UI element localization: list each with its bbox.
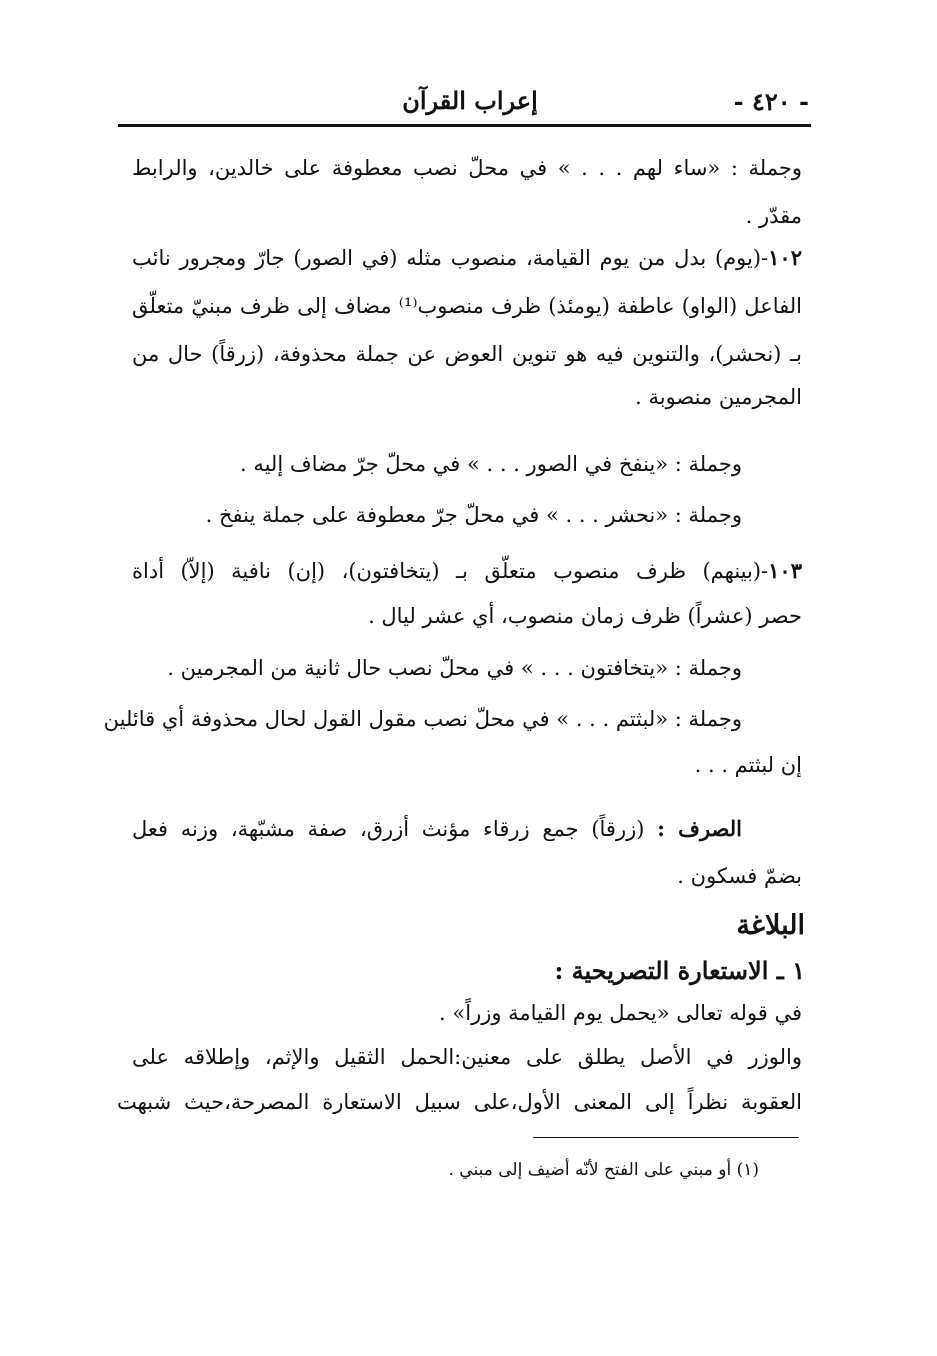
footnote-rule bbox=[533, 1137, 799, 1138]
text-line: وجملة : «لبثتم . . . » في محلّ نصب مقول القول لحال محذوفة أي قائلين bbox=[103, 707, 742, 731]
text-line: بـ (نحشر)، والتنوين فيه هو تنوين العوض عن جملة محذوفة، (زرقاً) حال من bbox=[132, 342, 802, 366]
running-header-title: إعراب القرآن bbox=[402, 86, 538, 115]
text-line: بضمّ فسكون . bbox=[677, 864, 802, 888]
text-line: مقدّر . bbox=[745, 204, 802, 228]
verse-103-line bbox=[132, 556, 802, 586]
verse-number: ١٠٣ bbox=[768, 558, 802, 583]
text-line: العقوبة نظراً إلى المعنى الأول،على سبيل الاستعارة المصرحة،حيث شبهت bbox=[117, 1090, 802, 1114]
section-heading: البلاغة bbox=[736, 910, 805, 941]
text-line: وجملة : «ساء لهم . . . » في محلّ نصب معطوفة على خالدين، والرابط bbox=[132, 156, 802, 180]
footnote: (١) أو مبني على الفتح لأنّه أضيف إلى مبني . bbox=[448, 1160, 759, 1180]
morphology-label: الصرف : bbox=[657, 816, 742, 841]
text-line: الفاعل (الواو) عاطفة (يومئذ) ظرف منصوب⁽¹⁾ مضاف إلى ظرف مبنيّ متعلّق bbox=[132, 294, 802, 318]
header-rule bbox=[118, 124, 811, 127]
text-line: وجملة : «ينفخ في الصور . . . » في محلّ جرّ مضاف إليه . bbox=[239, 452, 742, 476]
verse-number: ١٠٢ bbox=[768, 245, 802, 270]
verse-102-line bbox=[132, 243, 802, 273]
text-line: حصر (عشراً) ظرف زمان منصوب، أي عشر ليال . bbox=[368, 604, 802, 628]
text-span: (زرقاً) جمع زرقاء مؤنث أزرق، صفة مشبّهة، وزنه فعل bbox=[132, 817, 658, 841]
text-line: والوزر في الأصل يطلق على معنين:الحمل الثقيل والإثم، وإطلاقه على bbox=[132, 1045, 802, 1069]
text-line: وجملة : «يتخافتون . . . » في محلّ نصب حال ثانية من المجرمين . bbox=[167, 656, 742, 680]
text-line: إن لبثتم . . . bbox=[694, 753, 802, 777]
morphology-line bbox=[132, 814, 742, 844]
text-line: في قوله تعالى «يحمل يوم القيامة وزراً» . bbox=[439, 1001, 802, 1025]
page-number: - ٤٢٠ - bbox=[733, 87, 809, 116]
subsection-heading: ١ ـ الاستعارة التصريحية : bbox=[554, 956, 805, 985]
text-line: المجرمين منصوبة . bbox=[635, 385, 802, 409]
text-line: وجملة : «نحشر . . . » في محلّ جرّ معطوفة على جملة ينفخ . bbox=[205, 503, 742, 527]
text-span: -(بينهم) ظرف منصوب متعلّق بـ (يتخافتون)، (إن) نافية (إلاّ) أداة bbox=[132, 559, 769, 583]
text-span: -(يوم) بدل من يوم القيامة، منصوب مثله (في الصور) جارّ ومجرور نائب bbox=[132, 246, 769, 270]
